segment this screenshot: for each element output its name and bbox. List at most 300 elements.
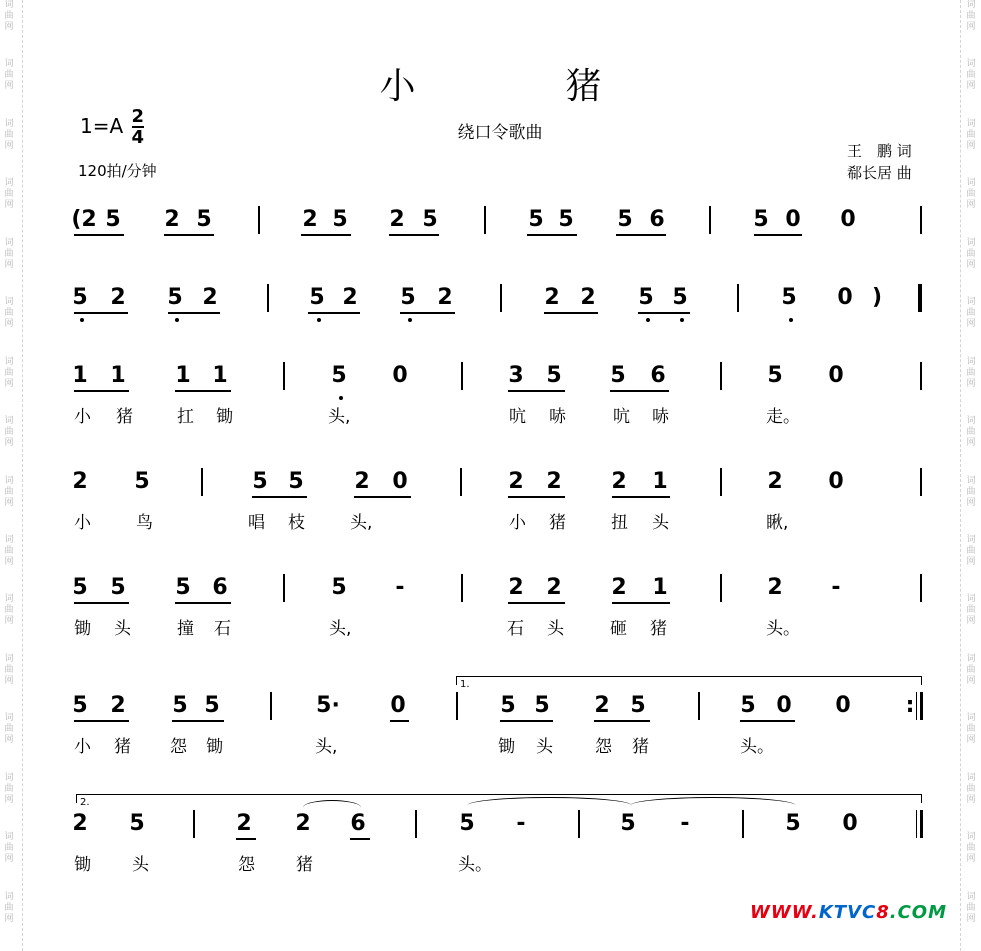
watermark-group xyxy=(966,594,975,653)
watermark-char: 词 xyxy=(4,475,14,486)
bar-line xyxy=(720,574,722,602)
page-title: 小猪 xyxy=(379,66,752,107)
watermark-char: 网 xyxy=(966,22,976,32)
lyric: 石 xyxy=(214,619,231,639)
lyric: 头。 xyxy=(740,737,774,757)
note: 5 xyxy=(134,469,150,494)
lyric: 怨 xyxy=(170,737,187,757)
volta-label-2: 2. xyxy=(80,797,90,808)
note: 5 xyxy=(500,693,516,718)
note: 2 xyxy=(546,575,562,600)
beam-underline xyxy=(389,234,439,236)
bar-line xyxy=(456,692,458,720)
note: 5 xyxy=(105,207,121,232)
note: 1 xyxy=(652,575,668,600)
bar-line xyxy=(461,362,463,390)
bar-line xyxy=(920,810,923,838)
watermark-group xyxy=(4,238,13,297)
watermark-char: 网 xyxy=(4,378,14,389)
beam-underline xyxy=(164,234,214,236)
beam-underline xyxy=(500,720,553,722)
watermark-char: 词 xyxy=(4,891,14,902)
watermark-char: 网 xyxy=(4,913,14,924)
watermark-char: 网 xyxy=(966,438,976,449)
watermark-char: 词 xyxy=(966,416,976,427)
watermark-char: 曲 xyxy=(4,308,14,319)
lyric: 头。 xyxy=(766,619,800,639)
watermark-char: 曲 xyxy=(966,129,976,140)
watermark-char: 词 xyxy=(966,772,976,783)
note: 5 xyxy=(638,285,654,310)
lyric: 哧 xyxy=(549,407,566,427)
note: 5 xyxy=(528,207,544,232)
watermark-char: 词 xyxy=(4,297,14,308)
lyric: 头 xyxy=(132,855,149,875)
watermark-group xyxy=(4,0,13,59)
watermark-group xyxy=(4,832,13,891)
note: 5 xyxy=(534,693,550,718)
watermark-group xyxy=(966,476,975,535)
watermark-char: 曲 xyxy=(4,11,14,21)
note: 2 xyxy=(508,469,524,494)
note: - xyxy=(831,575,841,600)
lyric: 撞 xyxy=(177,619,194,639)
watermark-char: 曲 xyxy=(4,189,14,200)
lyric: 怨 xyxy=(595,737,612,757)
beam-underline xyxy=(610,390,669,392)
note: 1 xyxy=(110,363,126,388)
note: 2 xyxy=(611,469,627,494)
note: 6 xyxy=(650,363,666,388)
lyric: 扭 xyxy=(611,513,628,533)
watermark-char: 曲 xyxy=(4,605,14,616)
watermark-char: 曲 xyxy=(966,843,976,854)
note: 5 xyxy=(196,207,212,232)
subtitle: 绕口令歌曲 xyxy=(457,123,543,143)
lyric: 怨 xyxy=(238,855,255,875)
note: 5 xyxy=(252,469,268,494)
watermark-char: 词 xyxy=(966,891,976,902)
watermark-char: 词 xyxy=(966,297,976,308)
note: 5 xyxy=(781,285,797,310)
note: - xyxy=(680,811,690,836)
watermark-char: 网 xyxy=(4,81,14,92)
watermark-char: 词 xyxy=(4,832,14,843)
watermark-group xyxy=(4,357,13,416)
lyric: 头, xyxy=(329,619,352,639)
watermark-char: 曲 xyxy=(4,427,14,438)
lyric: 小 xyxy=(509,513,526,533)
watermark-char: 词 xyxy=(4,0,14,10)
lyric: 猪 xyxy=(650,619,667,639)
watermark-char: 词 xyxy=(966,534,976,545)
bar-line xyxy=(920,468,922,496)
bar-line xyxy=(916,810,917,838)
watermark-char: 曲 xyxy=(966,308,976,319)
watermark-group xyxy=(966,713,975,772)
note: 1 xyxy=(72,363,88,388)
bar-line xyxy=(258,206,260,234)
note: 5 xyxy=(110,575,126,600)
watermark-group xyxy=(4,476,13,535)
watermark-char: 网 xyxy=(4,675,14,686)
note: 2 xyxy=(594,693,610,718)
lyric: 锄 xyxy=(206,737,223,757)
lower-octave-dot xyxy=(789,318,793,322)
watermark-group xyxy=(966,297,975,356)
watermark-char: 网 xyxy=(966,81,976,92)
watermark-group xyxy=(966,357,975,416)
note: 0 xyxy=(837,285,853,310)
lyric: 头 xyxy=(536,737,553,757)
note: 2 xyxy=(437,285,453,310)
beam-underline xyxy=(612,602,670,604)
watermark-group xyxy=(4,297,13,356)
lyric: 枝 xyxy=(288,513,305,533)
watermark-char: 网 xyxy=(4,22,14,32)
note: 1 xyxy=(212,363,228,388)
note: 0 xyxy=(828,363,844,388)
lyric: 走。 xyxy=(766,407,800,427)
note: 5 xyxy=(459,811,475,836)
tempo-label: 120拍/分钟 xyxy=(78,162,157,180)
note: 5 xyxy=(204,693,220,718)
watermark-char: 网 xyxy=(966,319,976,330)
lyric: 头, xyxy=(328,407,351,427)
watermark-char: 曲 xyxy=(4,367,14,378)
beam-underline xyxy=(308,312,360,314)
watermark-group xyxy=(4,713,13,772)
watermark-char: 词 xyxy=(966,832,976,843)
watermark-char: 曲 xyxy=(966,724,976,735)
lyric: 小 xyxy=(74,407,91,427)
lower-octave-dot xyxy=(339,396,343,400)
lyric: 头, xyxy=(350,513,373,533)
note: 5 xyxy=(546,363,562,388)
key-label: 1=A xyxy=(80,114,124,138)
watermark-char: 词 xyxy=(966,118,976,129)
note: 0 xyxy=(392,363,408,388)
watermark-char: 词 xyxy=(4,59,14,70)
watermark-char: 词 xyxy=(4,713,14,724)
lower-octave-dot xyxy=(646,318,650,322)
watermark-char: 网 xyxy=(966,616,976,627)
beam-underline xyxy=(74,390,129,392)
note: 5 xyxy=(558,207,574,232)
note: 0 xyxy=(828,469,844,494)
lower-octave-dot xyxy=(175,318,179,322)
lyric: 头 xyxy=(114,619,131,639)
watermark-group xyxy=(4,535,13,594)
watermark-char: 词 xyxy=(4,594,14,605)
lyric: 小 xyxy=(74,737,91,757)
watermark-char: 词 xyxy=(4,237,14,248)
site-logo[interactable] xyxy=(750,902,947,923)
note: 1 xyxy=(652,469,668,494)
note: 5 xyxy=(332,207,348,232)
beam-underline xyxy=(74,720,129,722)
note: 5 xyxy=(72,693,88,718)
watermark-group xyxy=(966,535,975,594)
watermark-char: 网 xyxy=(966,259,976,270)
lyric: 头 xyxy=(652,513,669,533)
note: 0 xyxy=(835,693,851,718)
note: 5 xyxy=(309,285,325,310)
note: 5 xyxy=(400,285,416,310)
note: 6 xyxy=(649,207,665,232)
watermark-char: 曲 xyxy=(966,70,976,81)
watermark-char: 曲 xyxy=(4,70,14,81)
watermark-char: 曲 xyxy=(966,11,976,21)
lyric: 哧 xyxy=(652,407,669,427)
lyric: 吭 xyxy=(509,407,526,427)
lyric: 小 xyxy=(74,513,91,533)
note: 5 xyxy=(617,207,633,232)
logo-www: WWW. xyxy=(750,902,819,923)
beam-underline xyxy=(301,234,351,236)
lyric: 猪 xyxy=(632,737,649,757)
watermark-char: 网 xyxy=(4,259,14,270)
watermark-char: 词 xyxy=(966,59,976,70)
lyric: 锄 xyxy=(216,407,233,427)
watermark-char: 网 xyxy=(966,497,976,508)
beam-underline xyxy=(544,312,598,314)
beam-underline xyxy=(400,312,455,314)
watermark-char: 网 xyxy=(966,378,976,389)
watermark-char: 词 xyxy=(966,713,976,724)
watermark-char: 曲 xyxy=(966,189,976,200)
watermark-char: 曲 xyxy=(966,902,976,913)
logo-ktvc: KTVC xyxy=(818,902,877,923)
logo-eight: 8 xyxy=(876,902,890,923)
watermark-char: 曲 xyxy=(4,843,14,854)
beam-underline xyxy=(508,390,565,392)
bar-line xyxy=(918,284,920,312)
bar-line xyxy=(720,468,722,496)
watermark-char: 词 xyxy=(966,475,976,486)
bar-line xyxy=(484,206,486,234)
lower-octave-dot xyxy=(680,318,684,322)
watermark-char: 词 xyxy=(966,594,976,605)
note: 2 xyxy=(354,469,370,494)
watermark-char: 词 xyxy=(966,237,976,248)
watermark-char: 曲 xyxy=(4,902,14,913)
watermark-char: 网 xyxy=(4,556,14,567)
bar-line xyxy=(720,362,722,390)
note: 6 xyxy=(350,811,366,836)
note: 2 xyxy=(236,811,252,836)
note: 5 xyxy=(167,285,183,310)
watermark-group xyxy=(966,0,975,59)
watermark-group xyxy=(966,773,975,832)
note: 2 xyxy=(611,575,627,600)
note: 3 xyxy=(508,363,524,388)
bar-line xyxy=(737,284,739,312)
note: 2 xyxy=(110,693,126,718)
watermark-char: 曲 xyxy=(966,605,976,616)
watermark-char: 网 xyxy=(4,794,14,805)
watermark-char: 词 xyxy=(4,356,14,367)
lyric: 猪 xyxy=(116,407,133,427)
bar-line xyxy=(920,574,922,602)
note: 2 xyxy=(72,469,88,494)
credits xyxy=(847,140,912,184)
note: 2 xyxy=(580,285,596,310)
watermark-char: 网 xyxy=(4,616,14,627)
bar-line xyxy=(461,574,463,602)
bar-line xyxy=(920,284,922,312)
watermark-group xyxy=(4,773,13,832)
note: 2 xyxy=(202,285,218,310)
lower-octave-dot xyxy=(408,318,412,322)
bar-line xyxy=(283,362,285,390)
bar-line xyxy=(267,284,269,312)
note: 6 xyxy=(212,575,228,600)
watermark-char: 网 xyxy=(966,854,976,865)
bar-line xyxy=(270,692,272,720)
watermark-char: 曲 xyxy=(966,783,976,794)
watermark-char: 网 xyxy=(966,200,976,211)
bar-line xyxy=(742,810,744,838)
note: 2 xyxy=(342,285,358,310)
beam-underline xyxy=(168,312,220,314)
note: 5 xyxy=(331,363,347,388)
note: 5· xyxy=(316,693,340,718)
watermark-char: 曲 xyxy=(4,664,14,675)
note: 0 xyxy=(776,693,792,718)
beam-underline xyxy=(74,602,129,604)
note: 5 xyxy=(175,575,191,600)
watermark-char: 词 xyxy=(4,118,14,129)
note: 5 xyxy=(331,575,347,600)
note: ) xyxy=(871,285,883,310)
watermark-char: 网 xyxy=(4,140,14,151)
note: 2 xyxy=(164,207,180,232)
logo-com: .COM xyxy=(889,902,948,923)
lyric: 瞅, xyxy=(766,513,789,533)
bar-line xyxy=(920,206,922,234)
beam-underline xyxy=(252,496,307,498)
bar-line xyxy=(500,284,502,312)
watermark-group xyxy=(966,832,975,891)
lyric: 唱 xyxy=(248,513,265,533)
watermark-char: 网 xyxy=(4,438,14,449)
bar-line xyxy=(193,810,195,838)
note: 2 xyxy=(110,285,126,310)
note: 2 xyxy=(508,575,524,600)
watermark-group xyxy=(966,654,975,713)
beam-underline xyxy=(172,720,224,722)
watermark-char: 词 xyxy=(4,534,14,545)
note: 5 xyxy=(630,693,646,718)
watermark-char: 词 xyxy=(966,178,976,189)
watermark-char: 词 xyxy=(4,416,14,427)
lyric: 头, xyxy=(315,737,338,757)
bar-line xyxy=(460,468,462,496)
composer: 郗长居 曲 xyxy=(847,164,912,182)
watermark-group xyxy=(4,416,13,475)
note: 2 xyxy=(767,575,783,600)
note: 5 xyxy=(610,363,626,388)
note: 5 xyxy=(72,285,88,310)
lower-octave-dot xyxy=(80,318,84,322)
lyric: 锄 xyxy=(498,737,515,757)
beam-underline xyxy=(638,312,690,314)
watermark-char: 曲 xyxy=(4,248,14,259)
note: 0 xyxy=(785,207,801,232)
watermark-char: 曲 xyxy=(4,783,14,794)
beam-underline xyxy=(508,496,565,498)
note: 0 xyxy=(390,693,406,718)
note: 2 xyxy=(302,207,318,232)
watermark-char: 词 xyxy=(966,653,976,664)
lyric: 石 xyxy=(507,619,524,639)
note: 2 xyxy=(389,207,405,232)
watermark-char: 网 xyxy=(966,556,976,567)
beam-underline xyxy=(390,720,409,722)
watermark-char: 曲 xyxy=(966,367,976,378)
beam-underline xyxy=(175,390,231,392)
beam-underline xyxy=(74,312,128,314)
watermark-char: 曲 xyxy=(966,664,976,675)
beam-underline xyxy=(612,496,670,498)
note: 0 xyxy=(842,811,858,836)
tie xyxy=(467,797,632,814)
note: 2 xyxy=(767,469,783,494)
watermark-char: 网 xyxy=(966,794,976,805)
note: 5 xyxy=(172,693,188,718)
watermark-group xyxy=(966,416,975,475)
note: 2 xyxy=(544,285,560,310)
watermark-char: 曲 xyxy=(966,248,976,259)
watermark-group xyxy=(4,654,13,713)
lyric: 头。 xyxy=(458,855,492,875)
watermark-char: 网 xyxy=(966,735,976,746)
watermark-char: 网 xyxy=(4,735,14,746)
note: 1 xyxy=(175,363,191,388)
lyric: 猪 xyxy=(114,737,131,757)
watermark-char: 词 xyxy=(966,0,976,10)
note: - xyxy=(395,575,405,600)
beam-underline xyxy=(236,838,256,840)
lower-octave-dot xyxy=(317,318,321,322)
tie xyxy=(303,800,361,815)
note: (2 xyxy=(71,207,97,232)
note: - xyxy=(516,811,526,836)
watermark-char: 曲 xyxy=(4,545,14,556)
bar-line xyxy=(920,692,923,720)
bar-line xyxy=(201,468,203,496)
bar-line xyxy=(578,810,580,838)
note: 5 xyxy=(422,207,438,232)
watermark-char: 曲 xyxy=(966,486,976,497)
note: 5 xyxy=(288,469,304,494)
bar-line xyxy=(283,574,285,602)
watermark-group xyxy=(4,178,13,237)
note: 2 xyxy=(295,811,311,836)
note: 2 xyxy=(546,469,562,494)
beam-underline xyxy=(740,720,795,722)
lyric: 头 xyxy=(547,619,564,639)
beam-underline xyxy=(354,496,411,498)
lyric: 锄 xyxy=(74,619,91,639)
note: 0 xyxy=(392,469,408,494)
watermark-char: 网 xyxy=(4,497,14,508)
bar-line xyxy=(916,692,917,720)
watermark-char: 曲 xyxy=(966,427,976,438)
watermark-char: 网 xyxy=(966,675,976,686)
note: 5 xyxy=(129,811,145,836)
